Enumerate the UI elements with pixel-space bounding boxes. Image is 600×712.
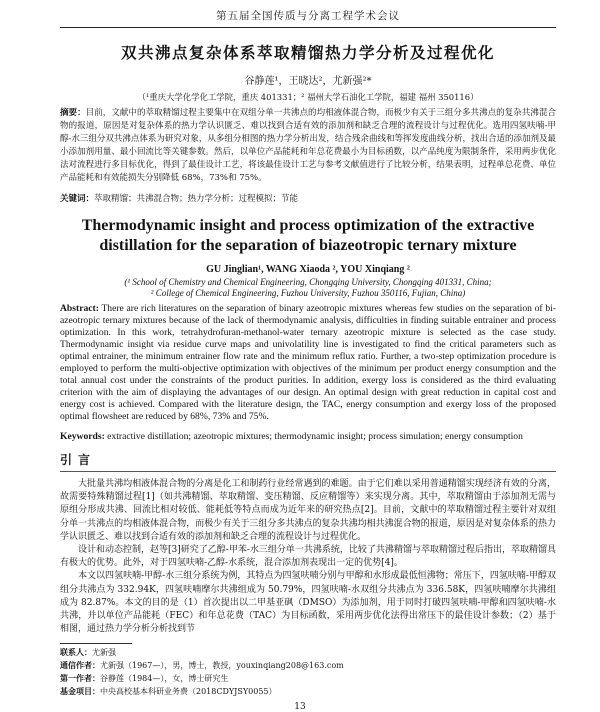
- paragraph: 设计和动态控制，赵等[3]研究了乙醇-甲苯-水三组分单一共沸系统，比较了共沸精馏与萃取精馏过程后指出，萃取精馏具有极大的优势。此外，对于四氢呋喃-乙醇-水系统，混合添加剂表现出一定的优势[4]。: [60, 545, 556, 569]
- chinese-keywords-text: 萃取精馏；共沸混合物；热力学分析；过程模拟；节能: [94, 194, 299, 204]
- footnote-rule: [60, 643, 132, 644]
- introduction-body: [60, 478, 556, 636]
- english-affiliation-line-1: (¹ School of Chemistry and Chemical Engineering, Chongqing University, Chongqing 401331, China;: [124, 277, 492, 287]
- paragraph: 本文以四氢呋喃-甲醇-水三组分系统为例，其特点为四氢呋喃分别与甲醇和水形成最低恒沸物；常压下，四氢呋喃-甲醇双组分共沸点为 332.94K，四氢呋喃摩尔共沸组成为 50.79%，四氢呋喃-水双组分共沸点为 336.58K，四氢呋喃摩尔共沸组成为 82.87%。本文的目的是（1）首次提出以二甲基亚砜（DMSO）为添加剂，用于同时打破四氢呋喃-甲醇和四氢呋喃-水共沸，并以单位产品能耗（FEC）和年总花费（TAC）为目标函数，采用两步优化法得出常压下的最佳设计参数；（2）基于相图，通过热力学分析分析找到节: [60, 571, 556, 635]
- english-affiliation-line-2: ² College of Chemical Engineering, Fuzhou University, Fuzhou 350116, Fujian, China): [150, 288, 466, 298]
- english-authors: GU Jinglian¹, WANG Xiaoda ², YOU Xinqiang ²: [206, 264, 410, 275]
- chinese-keywords: [60, 192, 556, 204]
- english-title: Thermodynamic insight and process optimization of the extractive distillation for the separation of biazeotropic ternary mixture: [81, 217, 535, 254]
- chinese-title: 双共沸点复杂体系萃取精馏热力学分析及过程优化: [120, 43, 495, 62]
- english-abstract-label: Abstract:: [60, 303, 99, 314]
- english-abstract-text: There are rich literatures on the separation of binary azeotropic mixtures whereas few studies on the separation of bi-azeotropic ternary mixtures because of the lack of thermodynamic analysis, difficulties in finding suitable entrainer and process optimization. In this work, tetrahydrofuran-methanol-water ternary azeotropic mixture is selected as the case study. Thermodynamic insight via residue curve maps and univolatility line is investigated to find the critical parameters such as optimal entrainer, the minimum entrainer flow rate and the minimum reflux ratio. Further, a two-step optimization procedure is employed to perform the multi-objective optimization with objectives of the minimum per product energy consumption and the total annual cost under the constraints of the product purities. In addition, exergy loss is considered as the third evaluating criterion with the aim of displaying the advantages of our design. An optimal design with great reduction in capital cost and energy cost is achieved. Compared with the literature design, the TAC, energy consumption and exergy loss of the proposed optimal flowsheet are reduced by 68%, 73% and 75%.: [60, 303, 556, 422]
- footnote-funding: 基金项目：中央高校基本科研业务费（2018CDYJSY0055）: [60, 686, 277, 697]
- footnotes: [60, 646, 556, 698]
- running-header: 第五届全国传质与分离工程学术会议: [60, 0, 556, 28]
- chinese-keywords-label: 关键词：: [60, 194, 95, 204]
- page-number: 13: [294, 702, 306, 712]
- chinese-abstract-text: 目前，文献中的萃取精馏过程主要集中在双组分单一共沸点的均相液体混合物，而极少有关于三组分多共沸点的复杂共沸混合物的报道，原因是对复杂体系的热力学认识匮乏、难以找到合适有效的添加剂和缺乏合理的流程设计与过程优化。选用四氢呋喃-甲醇-水三组分双共沸点体系为研究对象，从多组分相图的热力学分析出发，结合残余曲线和等挥发度曲线分析，找出合适的添加剂及最小添加剂用量、最小回流比等关键参数。然后，以单位产品能耗和年总花费最小为目标函数，以产品纯度为限制条件，采用两步优化法对流程进行多目标优化，得到了最佳设计工艺，将该最佳设计工艺与参考文献值进行了比较分析，结果表明，过程单总花费、单位产品能耗和有效能损失分别降低 68%，73%和 75%。: [60, 108, 556, 183]
- introduction-heading: 引言: [60, 451, 556, 472]
- footnote-contact: 联系人：尤新强: [60, 647, 116, 658]
- chinese-abstract: [60, 107, 556, 185]
- english-affiliation: [60, 277, 556, 299]
- chinese-affiliation: （¹重庆大学化学化工学院，重庆 401331；² 福州大学石油化工学院，福建 福州 350116）: [137, 92, 479, 102]
- english-keywords: [60, 431, 556, 443]
- paragraph: 大批量共沸均相液体混合物的分离是化工和制药行业经常遇到的难题。由于它们难以采用普通精馏实现经济有效的分离，故需要特殊精馏过程[1]（如共沸精馏、萃取精馏、变压精馏、反应精馏等）来实现分离。其中，萃取精馏由于添加剂无需与原组分形成共沸、回流比相对较低、能耗低等特点而成为近年来的研究热点[2]。目前，文献中的萃取精馏过程主要针对双组分单一共沸点的均相液体混合物，而极少有关于三组分多共沸点的复杂共沸均相共沸混合物的报道，原因是对复杂体系的热力学认识匮乏、难以找到合适有效的添加剂和缺乏合理的流程设计与过程优化。: [60, 479, 556, 542]
- english-keywords-text: extractive distillation; azeotropic mixtures; thermodynamic insight; process simulation; energy consumption: [107, 431, 523, 442]
- english-keywords-label: Keywords:: [60, 431, 105, 442]
- english-abstract: [60, 303, 556, 423]
- chinese-abstract-label: 摘要：: [60, 108, 86, 118]
- footnote-first-author: 第一作者：谷静莲（1984—），女，博士研究生: [60, 673, 229, 684]
- chinese-authors: 谷静莲¹，王晓达²，尤新强²*: [244, 76, 372, 87]
- footnote-corresponding-author: 通信作者：尤新强（1967—），男，博士，教授，youxinqiang208@163.com: [60, 660, 344, 671]
